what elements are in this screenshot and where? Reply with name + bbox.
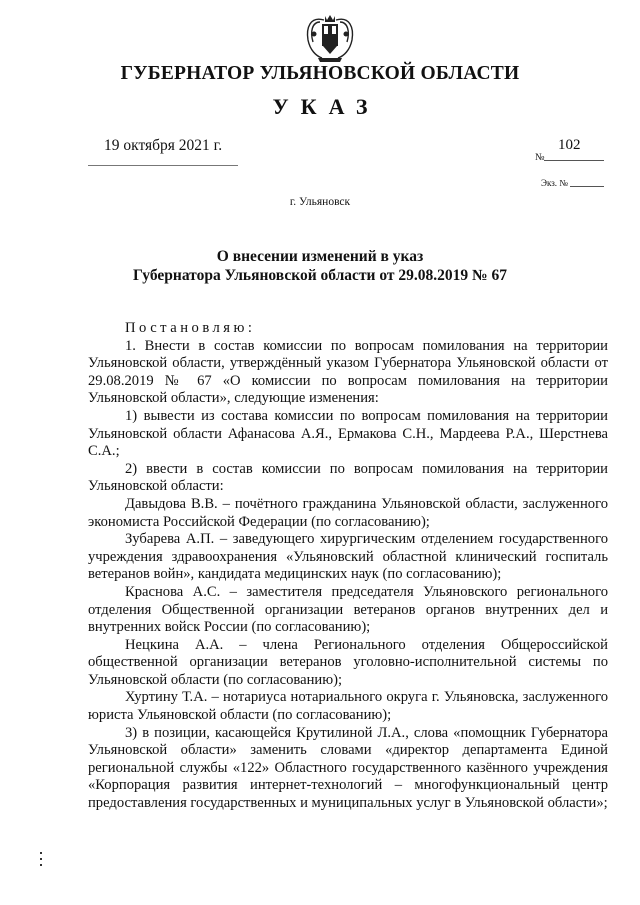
decree-body	[88, 320, 608, 813]
number-underline	[544, 160, 604, 161]
coat-of-arms-emblem	[300, 10, 360, 66]
decree-number: 102	[558, 137, 581, 153]
body-paragraph-6: Краснова А.С. – заместителя председателя Ульяновского регионального отделения Общественной организации ветеранов органов внутренних дел и внутренних войск России (по согласованию);	[88, 583, 608, 636]
governor-title: ГУБЕРНАТОР УЛЬЯНОВСКОЙ ОБЛАСТИ	[120, 63, 520, 84]
body-paragraph-4: Давыдова В.В. – почётного гражданина Ульяновской области, заслуженного экономиста Российской Федерации (по согласованию);	[88, 495, 608, 530]
decree-subject-line-2: Губернатора Ульяновской области от 29.08.2019 № 67	[133, 266, 507, 284]
decree-date: 19 октября 2021 г.	[104, 137, 223, 154]
decree-subject-title	[0, 248, 640, 285]
body-intro: Постановляю:	[125, 320, 256, 336]
number-sign: №	[535, 152, 545, 163]
body-paragraph-2: 1) вывести из состава комиссии по вопросам помилования на территории Ульяновской области Афанасова А.Я., Ермакова С.Н., Мардеева Р.А., Шерстнева С.А.;	[88, 407, 608, 460]
copy-number-underline	[570, 186, 604, 187]
decree-heading: УКАЗ	[272, 94, 380, 119]
body-paragraph-9: 3) в позиции, касающейся Крутилиной Л.А., слова «помощник Губернатора Ульяновской области» заменить словами «директор департамента Единой региональной службы «122» Областного государственного казённого учреждения «Корпорация развития интернет-технологий – многофункциональный центр предоставления государственных и муниципальных услуг в Ульяновской области»;	[88, 724, 608, 812]
decree-subject-line-1: О внесении изменений в указ	[216, 248, 424, 265]
body-paragraph-5: Зубарева А.П. – заведующего хирургическим отделением государственного учреждения здравоохранения «Ульяновский областной клинический госпиталь ветеранов войн», кандидата медицинских наук (по согласованию);	[88, 531, 608, 583]
body-paragraph-1: 1. Внести в состав комиссии по вопросам помилования на территории Ульяновской области, утверждённый указом Губернатора Ульяновской области от 29.08.2019 № 67 «О комиссии по вопросам помилования на территории Ульяновской области», следующие изменения:	[88, 337, 608, 407]
copy-number-label: Экз. №	[541, 178, 568, 188]
date-underline	[88, 165, 238, 166]
margin-mark	[40, 852, 43, 868]
body-paragraph-3: 2) ввести в состав комиссии по вопросам помилования на территории Ульяновской области:	[88, 460, 608, 495]
body-paragraph-8: Хуртину Т.А. – нотариуса нотариального округа г. Ульяновска, заслуженного юриста Ульяновской области (по согласованию);	[88, 689, 608, 724]
body-paragraph-7: Нецкина А.А. – члена Регионального отделения Общероссийской общественной организации ветеранов уголовно-исполнительной системы по Ульяновской области (по согласованию);	[88, 636, 608, 688]
issue-city: г. Ульяновск	[289, 196, 351, 208]
